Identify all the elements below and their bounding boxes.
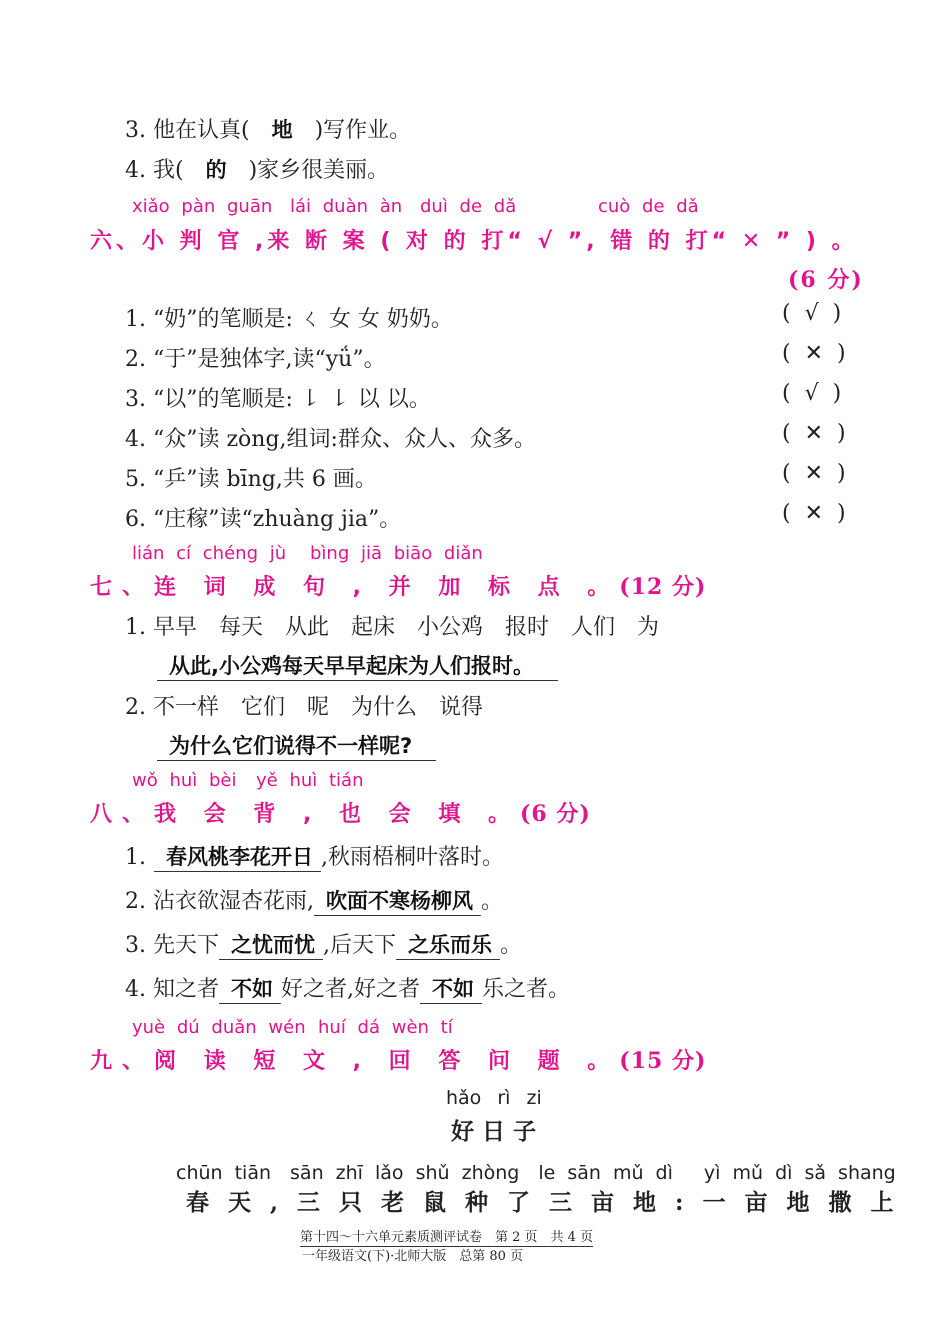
story-title-pinyin: hǎo rì zi — [446, 1087, 542, 1109]
sec6-item-3: 3. “以”的笔顺是: ㇙ ㇙ 以 以。 — [125, 387, 431, 412]
sec9-score: (15 分) — [619, 1048, 707, 1074]
item-4-answer: 的 — [205, 158, 227, 182]
sec6-item-2: 2. “于”是独体字,读“yǘ”。 — [125, 347, 386, 372]
footer-line-1: 第十四～十六单元素质测评试卷 第 2 页 共 4 页 — [300, 1226, 593, 1247]
story-title: 好 日 子 — [451, 1119, 537, 1145]
sec8-line-1: 1. 春风桃李花开日 ,秋雨梧桐叶落时。 — [125, 840, 504, 872]
sec8-score: (6 分) — [519, 801, 591, 827]
sec8-pinyin-2: yě huì tián — [256, 770, 364, 791]
sec6-mark-3: ( √ ) — [782, 381, 842, 406]
sec7-heading: 七、连 词 成 句 , 并 加 标 点 。(12 分) — [90, 574, 707, 600]
item-3-after: )写作业。 — [314, 118, 412, 143]
sec8-heading: 八、我 会 背 , 也 会 填 。(6 分) — [90, 801, 591, 827]
sec8-answer-4b: 不如 — [420, 973, 482, 1004]
sec6-pinyin-4: cuò de dǎ — [598, 196, 699, 217]
item-3-answer: 地 — [271, 118, 293, 142]
sec9-pinyin-2: huí dá wèn tí — [318, 1017, 453, 1038]
sec6-item-5: 5. “乒”读 bīng,共 6 画。 — [125, 467, 377, 492]
sec8-answer-2: 吹面不寒杨柳风 — [314, 885, 481, 916]
footer-line-2: 一年级语文(下)·北师大版 总第 80 页 — [302, 1249, 524, 1264]
sec6-heading: 六、小 判 官 ,来 断 案 ( 对 的 打“ √ ”, 错 的 打“ ✕ ” ) 。 — [90, 229, 858, 254]
item-3-before: 3. 他在认真( — [125, 118, 250, 143]
sec6-mark-5: ( ✕ ) — [782, 461, 846, 486]
sec6-mark-2: ( ✕ ) — [782, 341, 846, 366]
sec7-q2-answer: 为什么它们说得不一样呢? — [157, 730, 436, 761]
sec7-q1-answer: 从此,小公鸡每天早早起床为人们报时。 — [157, 650, 558, 681]
sec9-pinyin-1: yuè dú duǎn wén — [132, 1017, 306, 1038]
sec6-item-4: 4. “众”读 zòng,组词:群众、众人、众多。 — [125, 427, 536, 452]
sec7-pinyin-1: lián cí chéng jù — [132, 543, 287, 564]
sec8-answer-4a: 不如 — [219, 973, 281, 1004]
sec6-score: (6 分) — [788, 267, 864, 293]
item-4-before: 4. 我( — [125, 158, 184, 183]
item-3 — [125, 113, 411, 144]
sec8-pinyin-1: wǒ huì bèi — [132, 770, 237, 791]
sec8-line-3: 3. 先天下 之忧而忧 ,后天下 之乐而乐 。 — [125, 928, 522, 960]
sec9-heading: 九、阅 读 短 文 , 回 答 问 题 。(15 分) — [90, 1048, 707, 1074]
sec6-pinyin-1: xiǎo pàn guān — [132, 196, 273, 217]
item-4 — [125, 153, 389, 184]
sec6-pinyin-2: lái duàn àn — [290, 196, 403, 217]
sec7-pinyin-2: bìng jiā biāo diǎn — [310, 543, 483, 564]
sec7-q2-words: 2. 不一样 它们 呢 为什么 说得 — [125, 695, 483, 720]
sec8-line-2: 2. 沾衣欲湿杏花雨, 吹面不寒杨柳风 。 — [125, 884, 503, 916]
sec6-mark-1: ( √ ) — [782, 301, 842, 326]
sec8-answer-3b: 之乐而乐 — [396, 929, 500, 960]
sec8-answer-1: 春风桃李花开日 — [154, 841, 321, 872]
sec6-mark-4: ( ✕ ) — [782, 421, 846, 446]
story-line-pinyin: chūn tiān sān zhī lǎo shǔ zhòng le sān mǔ dì yì mǔ dì sǎ shang — [176, 1162, 896, 1184]
sec8-line-4: 4. 知之者 不如 好之者,好之者 不如 乐之者。 — [125, 972, 570, 1004]
item-4-after: )家乡很美丽。 — [248, 158, 390, 183]
sec7-score: (12 分) — [619, 574, 707, 600]
story-line: 春天,三只老鼠种了三亩地:一亩地撒上 — [186, 1189, 913, 1216]
sec6-pinyin-3: duì de dǎ — [420, 196, 517, 217]
sec7-q1-words: 1. 早早 每天 从此 起床 小公鸡 报时 人们 为 — [125, 615, 659, 640]
sec6-item-1: 1. “奶”的笔顺是: ㄑ 女 女 奶奶。 — [125, 307, 453, 332]
sec6-mark-6: ( ✕ ) — [782, 501, 846, 526]
sec6-item-6: 6. “庄稼”读“zhuàng jia”。 — [125, 507, 402, 532]
sec8-answer-3a: 之忧而忧 — [219, 929, 323, 960]
